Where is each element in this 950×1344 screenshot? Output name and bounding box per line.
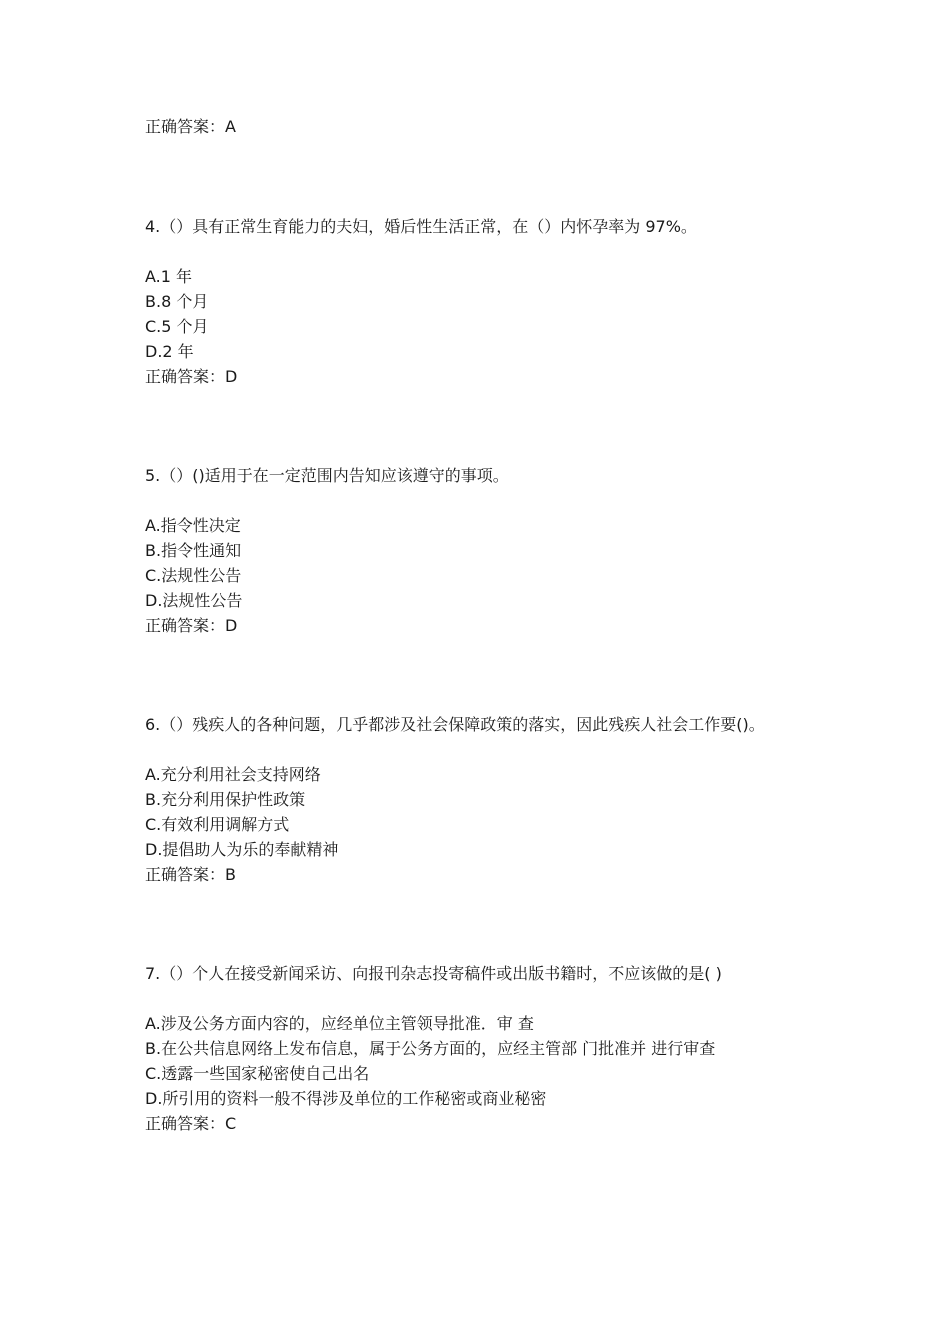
question-4-answer [145,366,237,388]
question-5-option-a: A.指令性决定 [145,516,241,535]
answer-value: D [225,367,238,386]
question-4-option-c: C.5 个月 [145,317,209,336]
question-5-stem: 5.（）()适用于在一定范围内告知应该遵守的事项。 [145,466,509,485]
answer-value: C [225,1114,237,1133]
answer-label: 正确答案： [145,117,226,136]
question-6-option-a: A.充分利用社会支持网络 [145,765,321,784]
question-4-option-b: B.8 个月 [145,292,209,311]
question-6-option-c: C.有效利用调解方式 [145,815,290,834]
answer-label: 正确答案： [145,1114,226,1133]
question-7-stem: 7.（）个人在接受新闻采访、向报刊杂志投寄稿件或出版书籍时，不应该做的是( ) [145,964,722,983]
question-7-option-d: D.所引用的资料一般不得涉及单位的工作秘密或商业秘密 [145,1089,547,1108]
question-5-option-c: C.法规性公告 [145,566,242,585]
question-7-option-b: B.在公共信息网络上发布信息，属于公务方面的，应经主管部 门批准并 进行审查 [145,1039,716,1058]
question-7-option-a: A.涉及公务方面内容的，应经单位主管领导批准．审 查 [145,1014,534,1033]
answer-value: A [225,117,236,136]
answer-label: 正确答案： [145,616,226,635]
question-7-answer [145,1113,236,1135]
answer-value: D [225,616,238,635]
question-5-option-b: B.指令性通知 [145,541,242,560]
prev-answer-line [145,116,236,138]
question-6-stem: 6.（）残疾人的各种问题，几乎都涉及社会保障政策的落实，因此残疾人社会工作要()。 [145,715,765,734]
question-6-option-d: D.提倡助人为乐的奉献精神 [145,840,339,859]
question-5-option-d: D.法规性公告 [145,591,243,610]
question-4-stem: 4.（）具有正常生育能力的夫妇，婚后性生活正常，在（）内怀孕率为 97%。 [145,217,697,236]
question-5-answer [145,615,237,637]
answer-label: 正确答案： [145,367,226,386]
answer-label: 正确答案： [145,865,226,884]
question-4-option-d: D.2 年 [145,342,194,361]
question-6-option-b: B.充分利用保护性政策 [145,790,306,809]
question-6-answer [145,864,236,886]
answer-value: B [225,865,236,884]
question-7-option-c: C.透露一些国家秘密使自己出名 [145,1064,370,1083]
question-4-option-a: A.1 年 [145,267,193,286]
